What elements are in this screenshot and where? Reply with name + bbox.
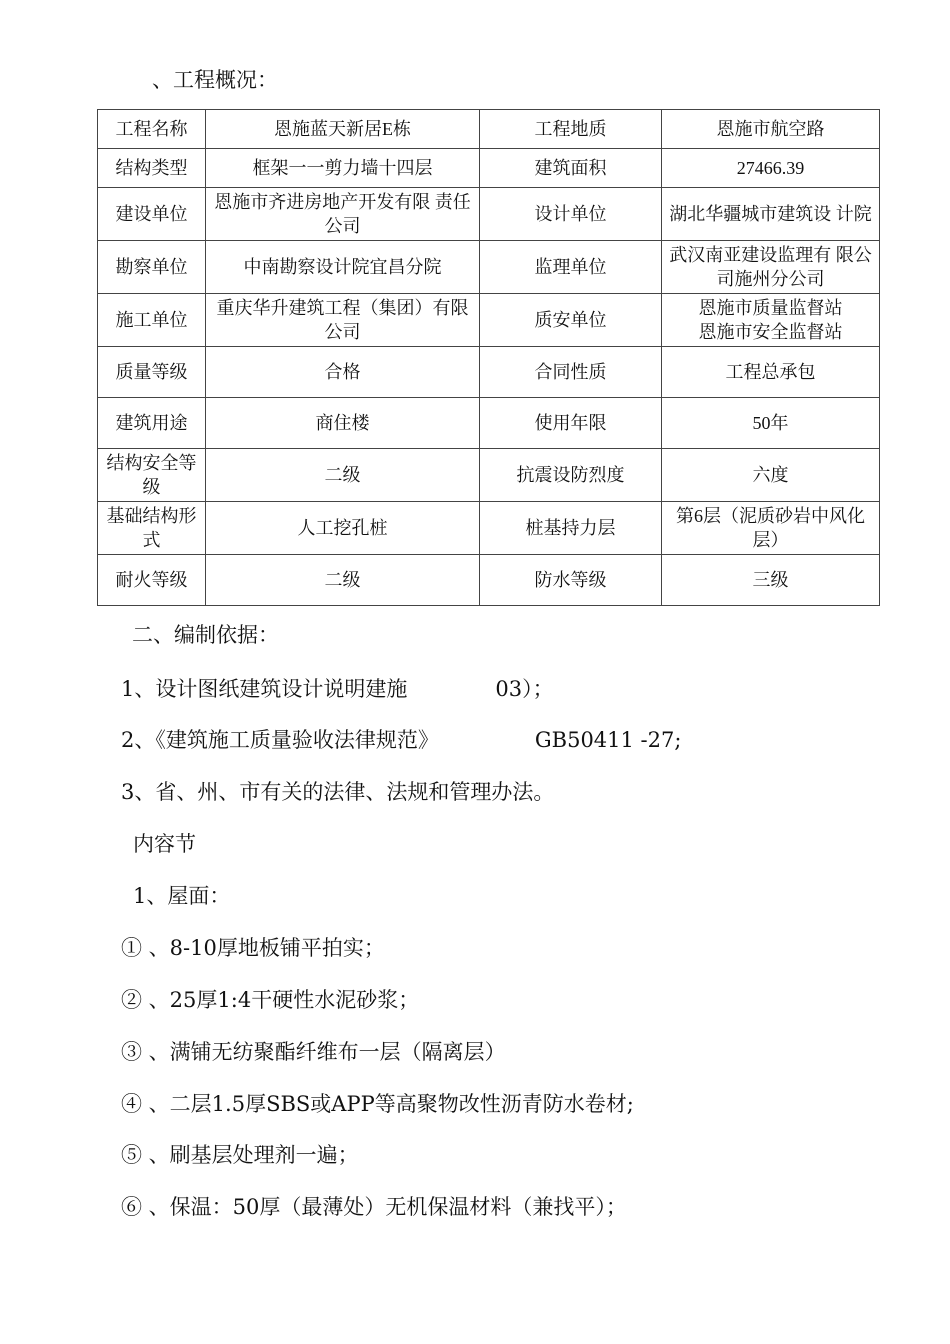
section-heading-content: 内容节 xyxy=(133,832,196,856)
table-label-cell: 质安单位 xyxy=(480,294,662,347)
table-label-cell: 工程名称 xyxy=(98,110,206,149)
roof-layer-item: ③ 、满铺无纺聚酯纤维布一层（隔离层） xyxy=(121,1040,506,1064)
table-row xyxy=(98,241,880,294)
table-value-cell: 第6层（泥质砂岩中风化层） xyxy=(662,502,880,555)
table-label-cell: 耐火等级 xyxy=(98,555,206,606)
roof-layer-item: ② 、25厚1:4干硬性水泥砂浆； xyxy=(121,988,420,1012)
table-value-cell: 恩施市齐进房地产开发有限 责任公司 xyxy=(206,188,480,241)
table-value-cell: 工程总承包 xyxy=(662,347,880,398)
table-label-cell: 施工单位 xyxy=(98,294,206,347)
section-heading-basis: 二、编制依据： xyxy=(132,623,279,647)
table-value-cell: 武汉南亚建设监理有 限公司施州分公司 xyxy=(662,241,880,294)
table-label-cell: 建筑用途 xyxy=(98,398,206,449)
table-row xyxy=(98,449,880,502)
table-row xyxy=(98,398,880,449)
table-value-cell: 二级 xyxy=(206,555,480,606)
table-label-cell: 防水等级 xyxy=(480,555,662,606)
table-value-cell: 恩施市质量监督站 恩施市安全监督站 xyxy=(662,294,880,347)
table-label-cell: 桩基持力层 xyxy=(480,502,662,555)
table-value-cell: 50年 xyxy=(662,398,880,449)
roof-layer-item: ⑥ 、保温：50厚（最薄处）无机保温材料（兼找平）； xyxy=(121,1195,627,1219)
roof-layer-item: ④ 、二层1.5厚SBS或APP等高聚物改性沥青防水卷材; xyxy=(121,1092,634,1116)
table-row xyxy=(98,347,880,398)
section-heading-overview: 、工程概况： xyxy=(152,68,278,92)
basis-item xyxy=(121,779,554,805)
basis-item xyxy=(121,727,681,753)
table-value-cell: 中南勘察设计院宜昌分院 xyxy=(206,241,480,294)
table-label-cell: 建筑面积 xyxy=(480,149,662,188)
table-value-cell: 湖北华疆城市建筑设 计院 xyxy=(662,188,880,241)
project-overview-table-body xyxy=(98,110,880,606)
table-label-cell: 勘察单位 xyxy=(98,241,206,294)
table-label-cell: 抗震设防烈度 xyxy=(480,449,662,502)
basis-item-ref: 03）； xyxy=(495,677,554,701)
table-label-cell: 合同性质 xyxy=(480,347,662,398)
roof-layer-item: ① 、8-10厚地板铺平拍实； xyxy=(121,936,385,960)
table-value-cell: 合格 xyxy=(206,347,480,398)
table-row xyxy=(98,149,880,188)
basis-item-text: 2、《建筑施工质量验收法律规范》 xyxy=(121,728,439,752)
table-row xyxy=(98,502,880,555)
table-value-cell: 三级 xyxy=(662,555,880,606)
basis-item xyxy=(121,676,554,702)
table-label-cell: 结构安全等级 xyxy=(98,449,206,502)
table-label-cell: 结构类型 xyxy=(98,149,206,188)
basis-item-text: 3、省、州、市有关的法律、法规和管理办法。 xyxy=(121,780,555,804)
table-value-cell: 人工挖孔桩 xyxy=(206,502,480,555)
table-row xyxy=(98,110,880,149)
table-label-cell: 设计单位 xyxy=(480,188,662,241)
table-label-cell: 建设单位 xyxy=(98,188,206,241)
basis-item-ref: GB50411 -27; xyxy=(534,728,682,752)
project-overview-table xyxy=(97,109,880,606)
table-label-cell: 质量等级 xyxy=(98,347,206,398)
table-value-cell: 二级 xyxy=(206,449,480,502)
table-label-cell: 基础结构形式 xyxy=(98,502,206,555)
table-row xyxy=(98,294,880,347)
table-row xyxy=(98,188,880,241)
table-label-cell: 监理单位 xyxy=(480,241,662,294)
table-label-cell: 使用年限 xyxy=(480,398,662,449)
table-row xyxy=(98,555,880,606)
table-value-cell: 框架一一剪力墙十四层 xyxy=(206,149,480,188)
table-value-cell: 恩施蓝天新居E栋 xyxy=(206,110,480,149)
subsection-heading-roof: 1、屋面： xyxy=(133,884,231,908)
roof-layer-item: ⑤ 、刷基层处理剂一遍； xyxy=(121,1143,359,1167)
table-value-cell: 六度 xyxy=(662,449,880,502)
table-value-cell: 恩施市航空路 xyxy=(662,110,880,149)
basis-item-text: 1、设计图纸建筑设计说明建施 xyxy=(121,677,408,701)
table-label-cell: 工程地质 xyxy=(480,110,662,149)
table-value-cell: 27466.39 xyxy=(662,149,880,188)
table-value-cell: 商住楼 xyxy=(206,398,480,449)
table-value-cell: 重庆华升建筑工程（集团）有限公司 xyxy=(206,294,480,347)
